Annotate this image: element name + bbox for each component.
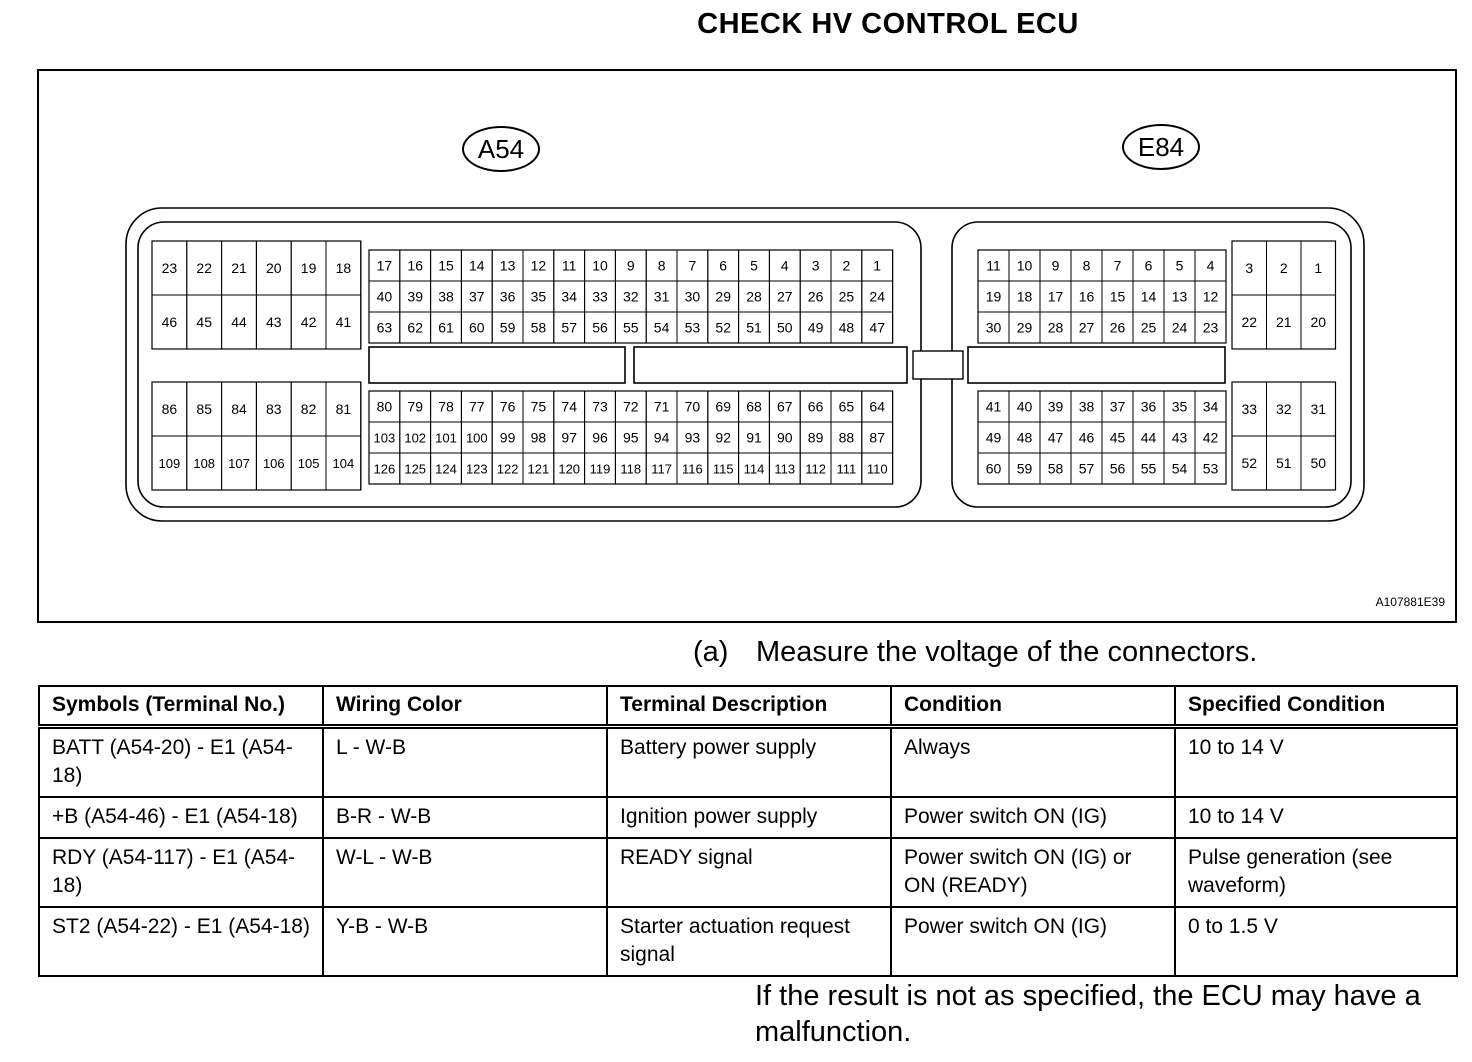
terminal-number: 121 [527,461,550,477]
terminal-number: 21 [1275,314,1292,330]
terminal-number: 31 [1310,401,1327,417]
terminal-number: 11 [561,257,577,274]
terminal-number: 18 [335,260,352,276]
cell-condition: Power switch ON (IG) [891,907,1175,976]
terminal-number: 57 [1078,460,1095,477]
connector-tag-e84: E84 [1122,124,1200,170]
terminal-number: 122 [496,461,519,477]
cell-symbols: +B (A54-46) - E1 (A54-18) [39,797,323,838]
terminal-number: 5 [750,257,758,274]
terminal-number: 43 [266,314,282,330]
terminal-number: 66 [807,398,824,415]
terminal-number: 53 [1202,460,1219,477]
terminal-number: 96 [592,429,608,446]
terminal-number: 60 [469,319,485,336]
terminal-number: 53 [684,319,701,336]
terminal-number: 40 [376,288,393,305]
terminal-number: 99 [499,429,516,446]
terminal-number: 1 [873,257,882,274]
cell-wiring-color: L - W-B [323,727,607,798]
cell-specified-condition: 10 to 14 V [1175,727,1457,798]
terminal-number: 70 [684,398,701,415]
cell-condition: Always [891,727,1175,798]
terminal-number: 36 [1140,398,1157,415]
terminal-number: 20 [1310,314,1327,330]
terminal-number: 35 [530,288,547,305]
terminal-number: 89 [807,429,824,446]
connector-figure [37,69,1457,623]
terminal-number: 21 [231,260,247,276]
terminal-number: 76 [499,398,516,415]
terminal-number: 120 [558,461,581,477]
terminal-number: 24 [1171,319,1188,336]
terminal-number: 106 [262,456,285,471]
terminal-number: 59 [1016,460,1033,477]
terminal-number: 14 [469,257,485,274]
terminal-number: 2 [842,257,851,274]
terminal-number: 68 [746,398,762,415]
terminal-number: 6 [1144,257,1153,274]
a54-latch-bar-left [369,347,625,383]
header-terminal-description: Terminal Description [607,686,891,727]
terminal-number: 7 [1113,257,1122,274]
terminal-number: 105 [297,456,320,471]
terminal-number: 4 [1206,257,1215,274]
terminal-number: 41 [985,398,1002,415]
terminal-number: 49 [985,429,1002,446]
terminal-number: 14 [1140,288,1157,305]
terminal-number: 39 [407,288,423,305]
terminal-number: 59 [499,319,516,336]
terminal-number: 16 [1078,288,1095,305]
cell-terminal-description: Battery power supply [607,727,891,798]
terminal-number: 85 [196,401,212,417]
terminal-number: 31 [653,288,670,305]
terminal-number: 116 [682,461,703,477]
terminal-number: 62 [407,319,423,336]
terminal-number: 23 [1202,319,1219,336]
terminal-number: 50 [1310,455,1327,471]
terminal-number: 72 [623,398,639,415]
cell-specified-condition: Pulse generation (see waveform) [1175,838,1457,907]
header-condition: Condition [891,686,1175,727]
cell-wiring-color: Y-B - W-B [323,907,607,976]
terminal-number: 37 [1109,398,1126,415]
cell-terminal-description: READY signal [607,838,891,907]
terminal-number: 114 [743,461,765,477]
terminal-number: 48 [838,319,855,336]
terminal-number: 103 [373,430,396,446]
cell-terminal-description: Starter actuation request signal [607,907,891,976]
terminal-number: 38 [1078,398,1095,415]
terminal-number: 79 [407,398,423,415]
terminal-number: 13 [1171,288,1188,305]
terminal-number: 43 [1171,429,1188,446]
table-row [39,838,1457,907]
terminal-number: 30 [985,319,1002,336]
terminal-number: 107 [228,456,250,471]
terminal-number: 86 [161,401,178,417]
voltage-spec-table [38,685,1458,977]
terminal-number: 6 [719,257,728,274]
terminal-number: 16 [407,257,423,274]
terminal-number: 3 [1245,260,1254,276]
terminal-number: 123 [465,461,488,477]
connector-tag-a54: A54 [462,126,540,172]
terminal-number: 45 [196,314,212,330]
terminal-number: 42 [1202,429,1219,446]
terminal-number: 117 [651,461,672,477]
terminal-number: 54 [653,319,670,336]
terminal-number: 42 [300,314,317,330]
terminal-number: 97 [561,429,577,446]
terminal-number: 12 [530,257,547,274]
cell-terminal-description: Ignition power supply [607,797,891,838]
terminal-number: 46 [1078,429,1095,446]
malfunction-note: If the result is not as specified, the ECU may have a malfunction. [755,980,1421,1048]
terminal-number: 108 [193,456,216,471]
cell-symbols: ST2 (A54-22) - E1 (A54-18) [39,907,323,976]
terminal-number: 32 [623,288,639,305]
terminal-number: 52 [1241,455,1258,471]
terminal-number: 29 [715,288,731,305]
terminal-number: 119 [589,461,611,477]
terminal-number: 101 [435,430,457,446]
terminal-number: 4 [780,257,789,274]
step-label: (a) [693,636,729,668]
terminal-number: 32 [1275,401,1292,417]
terminal-number: 113 [774,461,796,477]
terminal-number: 12 [1202,288,1219,305]
terminal-number: 49 [807,319,824,336]
terminal-number: 10 [1016,257,1033,274]
terminal-number: 27 [1078,319,1095,336]
terminal-number: 20 [266,260,282,276]
terminal-number: 23 [161,260,178,276]
terminal-number: 3 [811,257,820,274]
terminal-number: 65 [838,398,855,415]
cell-wiring-color: B-R - W-B [323,797,607,838]
terminal-number: 9 [1051,257,1060,274]
terminal-number: 28 [1047,319,1064,336]
terminal-number: 56 [592,319,608,336]
terminal-number: 15 [438,257,454,274]
header-specified-condition: Specified Condition [1175,686,1457,727]
terminal-number: 40 [1016,398,1033,415]
terminal-number: 98 [530,429,547,446]
terminal-number: 15 [1109,288,1126,305]
terminal-number: 82 [300,401,317,417]
terminal-number: 102 [404,430,427,446]
terminal-number: 71 [653,398,670,415]
terminal-number: 69 [715,398,731,415]
terminal-number: 58 [1047,460,1064,477]
terminal-number: 22 [196,260,212,276]
terminal-number: 47 [869,319,885,336]
a54-latch-bar-right [634,347,907,383]
terminal-number: 2 [1279,260,1288,276]
header-symbols: Symbols (Terminal No.) [39,686,323,727]
e84-latch-bar [968,347,1225,383]
terminal-number: 46 [161,314,178,330]
terminal-number: 54 [1171,460,1188,477]
terminal-number: 95 [623,429,639,446]
terminal-number: 7 [688,257,697,274]
terminal-number: 38 [438,288,454,305]
terminal-number: 25 [1140,319,1157,336]
terminal-number: 8 [1082,257,1091,274]
terminal-number: 26 [807,288,824,305]
terminal-number: 28 [746,288,762,305]
terminal-number: 47 [1047,429,1064,446]
terminal-number: 50 [777,319,793,336]
terminal-number: 52 [715,319,731,336]
table-header-row [39,686,1457,727]
cell-wiring-color: W-L - W-B [323,838,607,907]
connector-diagram [39,71,1455,621]
cell-symbols: BATT (A54-20) - E1 (A54-18) [39,727,323,798]
figure-code: A107881E39 [1375,595,1445,609]
terminal-number: 29 [1016,319,1033,336]
terminal-number: 100 [465,430,488,446]
table-row [39,797,1457,838]
terminal-number: 27 [777,288,793,305]
terminal-number: 91 [746,429,762,446]
terminal-number: 94 [653,429,670,446]
terminal-number: 26 [1109,319,1126,336]
terminal-number: 9 [626,257,635,274]
terminal-number: 74 [561,398,577,415]
terminal-number: 55 [623,319,639,336]
cell-specified-condition: 0 to 1.5 V [1175,907,1457,976]
terminal-number: 93 [684,429,701,446]
terminal-number: 64 [869,398,885,415]
terminal-number: 10 [592,257,608,274]
terminal-number: 63 [376,319,393,336]
terminal-number: 80 [376,398,393,415]
terminal-number: 87 [869,429,885,446]
terminal-number: 60 [985,460,1002,477]
terminal-number: 67 [777,398,793,415]
terminal-number: 75 [530,398,547,415]
terminal-number: 115 [712,461,734,477]
terminal-number: 5 [1175,257,1184,274]
latch-joint [913,351,963,379]
terminal-number: 126 [373,461,396,477]
terminal-number: 34 [1202,398,1219,415]
terminal-number: 57 [561,319,577,336]
terminal-number: 25 [838,288,855,305]
terminal-number: 90 [777,429,793,446]
terminal-number: 35 [1171,398,1188,415]
terminal-number: 61 [438,319,454,336]
step-instruction [693,636,1257,669]
cell-condition: Power switch ON (IG) [891,797,1175,838]
terminal-number: 84 [231,401,247,417]
terminal-number: 73 [592,398,608,415]
terminal-number: 30 [684,288,701,305]
terminal-number: 17 [1047,288,1064,305]
header-wiring-color: Wiring Color [323,686,607,727]
terminal-number: 17 [376,257,393,274]
terminal-number: 24 [869,288,885,305]
terminal-number: 44 [231,314,247,330]
terminal-number: 83 [266,401,282,417]
terminal-number: 45 [1109,429,1126,446]
terminal-number: 19 [985,288,1002,305]
terminal-number: 124 [435,461,457,477]
terminal-number: 56 [1109,460,1126,477]
table-row [39,907,1457,976]
terminal-number: 77 [469,398,485,415]
terminal-number: 78 [438,398,454,415]
terminal-number: 34 [561,288,577,305]
terminal-number: 58 [530,319,547,336]
table-row [39,727,1457,798]
cell-condition: Power switch ON (IG) or ON (READY) [891,838,1175,907]
terminal-number: 109 [158,456,181,471]
step-text: Measure the voltage of the connectors. [756,636,1258,668]
terminal-number: 55 [1140,460,1157,477]
terminal-number: 111 [836,461,857,477]
terminal-number: 13 [499,257,516,274]
terminal-number: 41 [335,314,352,330]
terminal-number: 33 [592,288,608,305]
terminal-number: 33 [1241,401,1258,417]
terminal-number: 51 [1275,455,1292,471]
terminal-number: 81 [335,401,352,417]
terminal-number: 118 [620,461,642,477]
terminal-number: 51 [746,319,762,336]
terminal-number: 18 [1016,288,1033,305]
terminal-number: 1 [1314,260,1323,276]
terminal-number: 125 [404,461,427,477]
terminal-number: 48 [1016,429,1033,446]
terminal-number: 19 [300,260,317,276]
page-title: CHECK HV CONTROL ECU [697,8,1079,40]
cell-symbols: RDY (A54-117) - E1 (A54-18) [39,838,323,907]
terminal-number: 112 [805,461,826,477]
terminal-number: 11 [986,257,1001,274]
terminal-number: 92 [715,429,731,446]
terminal-number: 36 [499,288,516,305]
terminal-number: 104 [332,456,355,471]
terminal-number: 22 [1241,314,1258,330]
terminal-number: 110 [866,461,888,477]
cell-specified-condition: 10 to 14 V [1175,797,1457,838]
terminal-number: 8 [657,257,666,274]
terminal-number: 37 [469,288,485,305]
terminal-number: 44 [1140,429,1157,446]
terminal-number: 88 [838,429,855,446]
terminal-number: 39 [1047,398,1064,415]
